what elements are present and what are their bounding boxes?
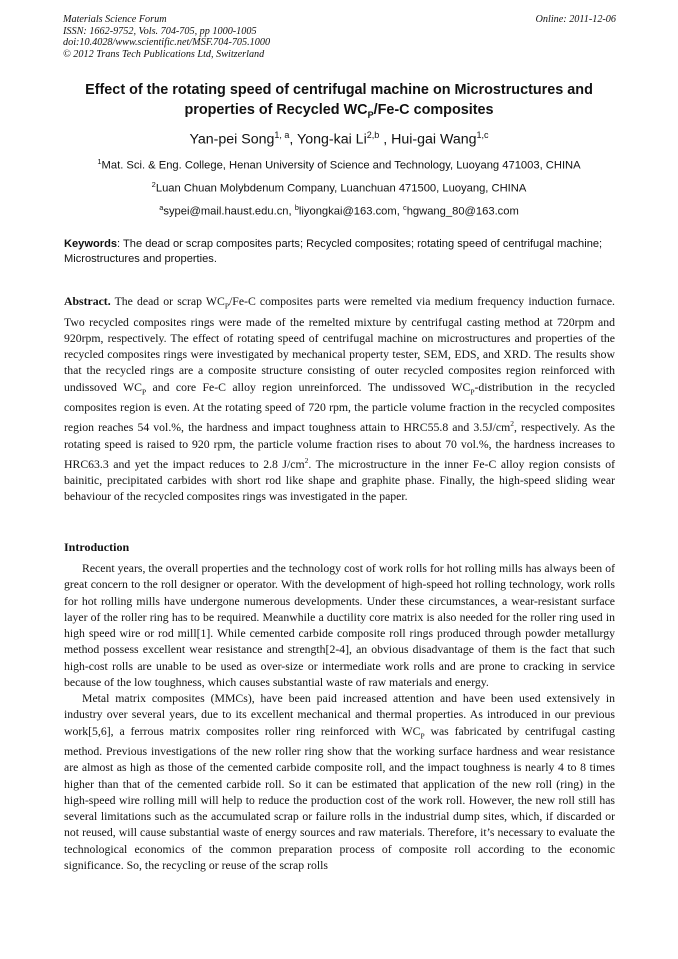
copyright: © 2012 Trans Tech Publications Ltd, Switzerland xyxy=(63,48,265,60)
email-list: $^a$sypei@mail.haust.edu.cn, $^b$liyongkai@163.com, $^c$hgwang_80@163.com xyxy=(159,203,519,218)
affiliation-1: $^1$Mat. Sci. & Eng. College, Henan University of Science and Technology, Luoyang 471003, CHINA xyxy=(97,157,581,172)
title-line-2: properties of Recycled $WC_P/Fe-C$ composites xyxy=(184,102,494,120)
title-line-1: Effect of the rotating speed of centrifugal machine on Microstructures and xyxy=(85,82,593,98)
introduction-body xyxy=(64,561,615,874)
online-date: Online: 2011-12-06 xyxy=(535,14,616,25)
abstract: Abstract. The dead or scrap $WC_P/Fe-C$ composites parts were remelted via medium frequency induction furnace. Two recycled composites rings were made of the remelted mixture by centrifugal casting method at 720rpm and 920rpm, respectively. The effect of rotating speed of centrifugal machine on microstructures and properties of the recycled composites rings were investigated by mechanical property tester, SEM, EDS, and XRD. The results show that the recycled rings are a composite structure consisting of outer recycled composites region reinforced with undissoved $WC_P$ and core Fe-C alloy region unreinforced. The undissoved $WC_P$-distribution in the recycled composites region is even. At the rotating speed of 720 rpm, the particle volume fraction in the recycled composites region reaches 54 vol.%, the hardness and impact toughness attain to HRC55.8 and $3.5J/cm^2$, respectively. As the rotating speed is raised to 920 rpm, the particle volume fraction rises to about 70 vol.%, the hardness increases to HRC63.3 and yet the impact reduces to 2.8 $J/cm^2$. The microstructure in the inner Fe-C alloy region consists of bainitic, precipitated carbides with short rod like shape and graphite phase. Finally, the high-speed sliding wear behaviour of the recycled composites rings was investigated in the paper. xyxy=(64,295,615,504)
author-name: Yan-pei Song xyxy=(189,131,275,148)
abstract-label: Abstract. xyxy=(64,295,111,308)
author-name: Yong-kai Li xyxy=(297,131,367,148)
paper-title xyxy=(58,80,620,125)
section-heading: Introduction xyxy=(64,540,130,554)
issn: ISSN: 1662-9752, Vols. 704-705, pp 1000-1005 xyxy=(63,25,257,37)
doi: doi:10.4028/www.scientific.net/MSF.704-705.1000 xyxy=(63,37,271,49)
paragraph: Metal matrix composites (MMCs), have been paid increased attention and have been used extensively in industry over several years, due to its excellent mechanical and thermal properties. As introduced in our previous work[5,6], a ferrous matrix composites roller ring reinforced with $WC_P$ was fabricated by centrifugal casting method. Previous investigations of the new roller ring show that the working surface hardness and wear resistance are almost as high as those of the cemented carbide composite roll, and the impact toughness is nearly 4 to 8 times higher than that of the cemented carbide roll. So it can be estimated that application of the new roll (ring) in the high-speed wire rolling mill will help to reduce the production cost of the work roll. However, the new roll still has several limitations such as the accumulated scrap or failure rolls in the industrial dump sites, which, if discarded or not reused, will cause substantial waste of energy sources and raw materials. Therefore, it’s necessary to evaluate the technological economics of the common preparation process of composite roll according to the economic significance. So, the recycling or reuse of the scrap rolls xyxy=(64,692,615,872)
journal-name: Materials Science Forum xyxy=(63,14,167,25)
author-list: Yan-pei Song$^{1, a}$, Yong-kai Li$^{2,b}$ , Hui-gai Wang$^{1,c}$ xyxy=(189,130,489,148)
affiliation-2: $^2$Luan Chuan Molybdenum Company, Luanchuan 471500, Luoyang, CHINA xyxy=(151,180,527,195)
author-name: Hui-gai Wang xyxy=(391,131,477,148)
paragraph: Recent years, the overall properties and the technology cost of work rolls for hot rolling mills has always been of great concern to the roll designer or operator. With the development of high-speed hot rolling technology, work rolls for hot rolling mills have undergone numerous developments. Under these circumstances, a wear-resistant surface layer of the roller ring has to be required. Meanwhile a ductility core matrix is also needed for the roller ring used in high speed wire or rod mill[1]. While cemented carbide composite roll rings produced through powder metallurgy method possess excellent wear resistance and strength[2-4], an obvious disadvantage of them is the fact that such high-cost rolls are unable to be used as over-size or intermediate work rolls and are prone to cracking in service because of the low toughness, which causes substantial waste of raw materials and energy. xyxy=(64,562,615,689)
journal-header xyxy=(63,14,270,60)
keywords-label: Keywords xyxy=(64,238,118,250)
keywords: Keywords: The dead or scrap composites parts; Recycled composites; rotating speed of centrifugal machine; Microstructures and properties. xyxy=(64,238,603,266)
